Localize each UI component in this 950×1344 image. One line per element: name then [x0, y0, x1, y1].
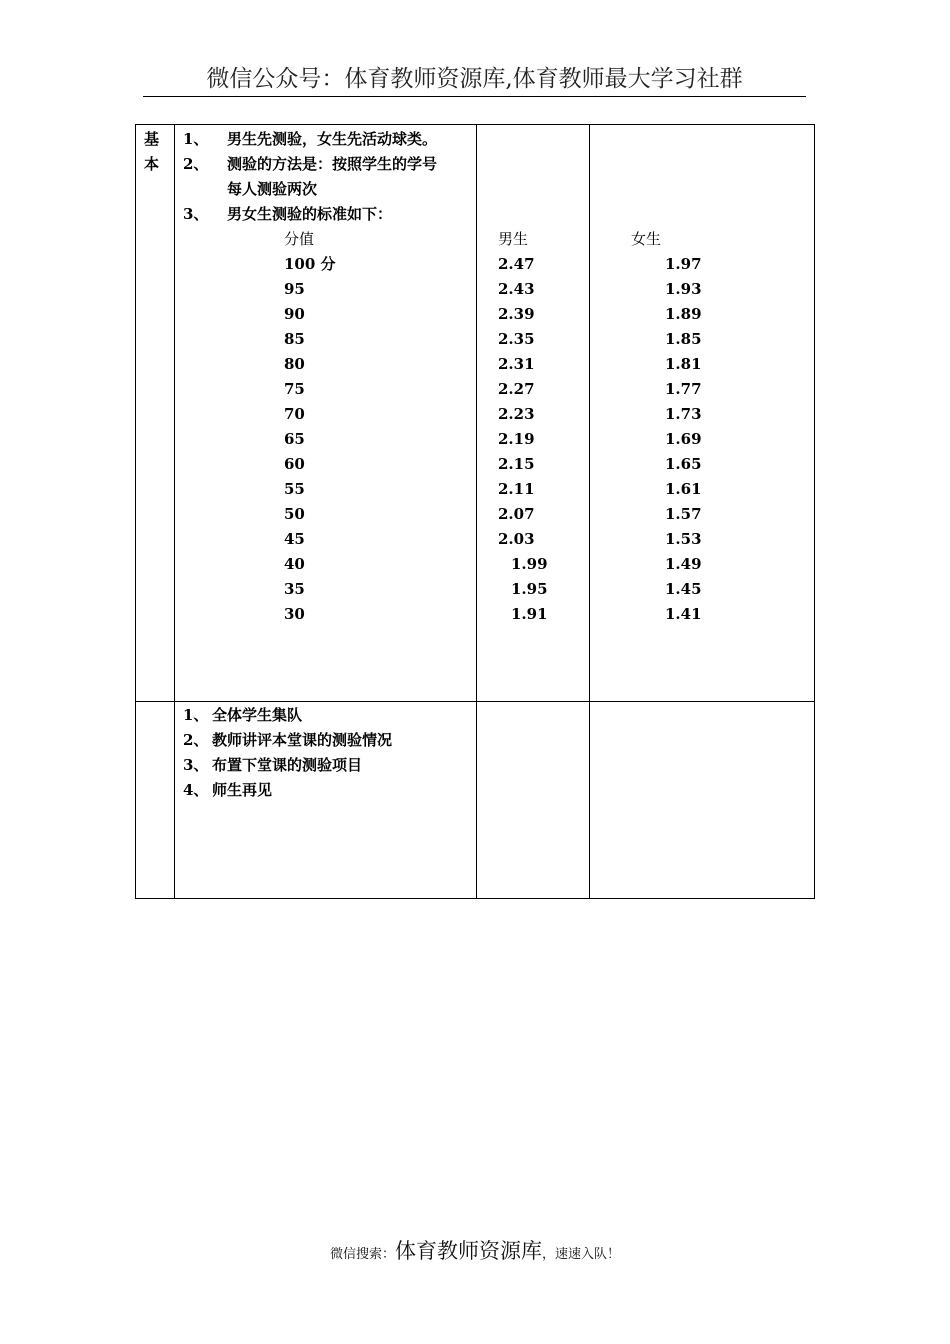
standards-cell-score: 100 分	[284, 255, 336, 273]
end-item	[183, 778, 272, 803]
standards-cell-male: 2.03	[498, 530, 535, 548]
standards-cell-score: 35	[284, 580, 305, 598]
end-item-text: 布置下堂课的测验项目	[212, 756, 363, 774]
standards-cell-female: 1.77	[665, 380, 702, 398]
end-item	[183, 703, 302, 728]
end-item-text: 教师讲评本堂课的测验情况	[212, 731, 393, 749]
table-col-divider-3	[589, 125, 590, 898]
end-item-number: 1、	[183, 706, 209, 724]
standards-cell-female: 1.45	[665, 580, 702, 598]
standards-cell-male: 1.91	[511, 605, 548, 623]
standards-header-female: 女生	[631, 230, 662, 248]
standards-header-male: 男生	[498, 230, 529, 248]
basic-item-number: 3、	[183, 205, 209, 223]
standards-cell-female: 1.81	[665, 355, 702, 373]
standards-cell-female: 1.65	[665, 455, 702, 473]
standards-cell-score: 80	[284, 355, 305, 373]
header-divider	[143, 96, 806, 97]
lesson-table	[135, 124, 815, 899]
standards-cell-male: 2.07	[498, 505, 535, 523]
standards-cell-female: 1.85	[665, 330, 702, 348]
standards-cell-male: 2.35	[498, 330, 535, 348]
standards-cell-male: 1.95	[511, 580, 548, 598]
end-item	[183, 728, 392, 753]
standards-cell-female: 1.53	[665, 530, 702, 548]
standards-cell-female: 1.69	[665, 430, 702, 448]
standards-cell-female: 1.61	[665, 480, 702, 498]
standards-cell-female: 1.73	[665, 405, 702, 423]
standards-cell-score: 90	[284, 305, 305, 323]
standards-cell-female: 1.89	[665, 305, 702, 323]
end-item	[183, 753, 362, 778]
standards-cell-female: 1.41	[665, 605, 702, 623]
footer-brand: 体育教师资源库	[395, 1239, 542, 1263]
basic-item-number: 2、	[183, 155, 209, 173]
basic-item	[183, 127, 437, 152]
basic-item-text: 每人测验两次	[227, 180, 318, 198]
standards-cell-score: 40	[284, 555, 305, 573]
standards-cell-score: 30	[284, 605, 305, 623]
basic-item-text: 男女生测验的标准如下：	[227, 205, 393, 223]
standards-cell-male: 2.39	[498, 305, 535, 323]
end-item-number: 3、	[183, 756, 209, 774]
standards-header-score: 分值	[284, 230, 315, 248]
basic-item-text: 男生先测验，女生先活动球类。	[227, 130, 438, 148]
footer-prefix: 微信搜索：	[329, 1247, 395, 1262]
standards-cell-score: 75	[284, 380, 305, 398]
table-row-divider	[136, 701, 814, 702]
standards-cell-score: 95	[284, 280, 305, 298]
standards-cell-male: 1.99	[511, 555, 548, 573]
table-col-divider-1	[174, 125, 175, 898]
standards-cell-male: 2.23	[498, 405, 535, 423]
standards-cell-score: 60	[284, 455, 305, 473]
standards-cell-score: 85	[284, 330, 305, 348]
header-title: 微信公众号：体育教师资源库,体育教师最大学习社群	[206, 66, 743, 92]
standards-cell-female: 1.49	[665, 555, 702, 573]
standards-cell-female: 1.93	[665, 280, 702, 298]
end-item-number: 4、	[183, 781, 209, 799]
standards-cell-female: 1.57	[665, 505, 702, 523]
end-item-number: 2、	[183, 731, 209, 749]
standards-cell-score: 55	[284, 480, 305, 498]
standards-cell-score: 70	[284, 405, 305, 423]
page-footer	[0, 1236, 950, 1270]
basic-item-number: 1、	[183, 130, 209, 148]
standards-cell-score: 45	[284, 530, 305, 548]
end-item-text: 全体学生集队	[212, 706, 303, 724]
standards-cell-score: 65	[284, 430, 305, 448]
section-label-basic: 基本	[144, 130, 160, 173]
standards-cell-score: 50	[284, 505, 305, 523]
basic-item	[183, 152, 437, 177]
standards-cell-male: 2.31	[498, 355, 535, 373]
end-item-text: 师生再见	[212, 781, 273, 799]
footer-suffix: ，速速入队！	[542, 1247, 621, 1262]
standards-cell-male: 2.15	[498, 455, 535, 473]
table-col-divider-2	[476, 125, 477, 898]
standards-cell-male: 2.47	[498, 255, 535, 273]
standards-cell-male: 2.27	[498, 380, 535, 398]
standards-cell-male: 2.43	[498, 280, 535, 298]
standards-cell-male: 2.19	[498, 430, 535, 448]
basic-item	[183, 202, 392, 227]
standards-cell-male: 2.11	[498, 480, 535, 498]
basic-item-text: 测验的方法是：按照学生的学号	[227, 155, 438, 173]
basic-item	[183, 177, 317, 202]
standards-cell-female: 1.97	[665, 255, 702, 273]
